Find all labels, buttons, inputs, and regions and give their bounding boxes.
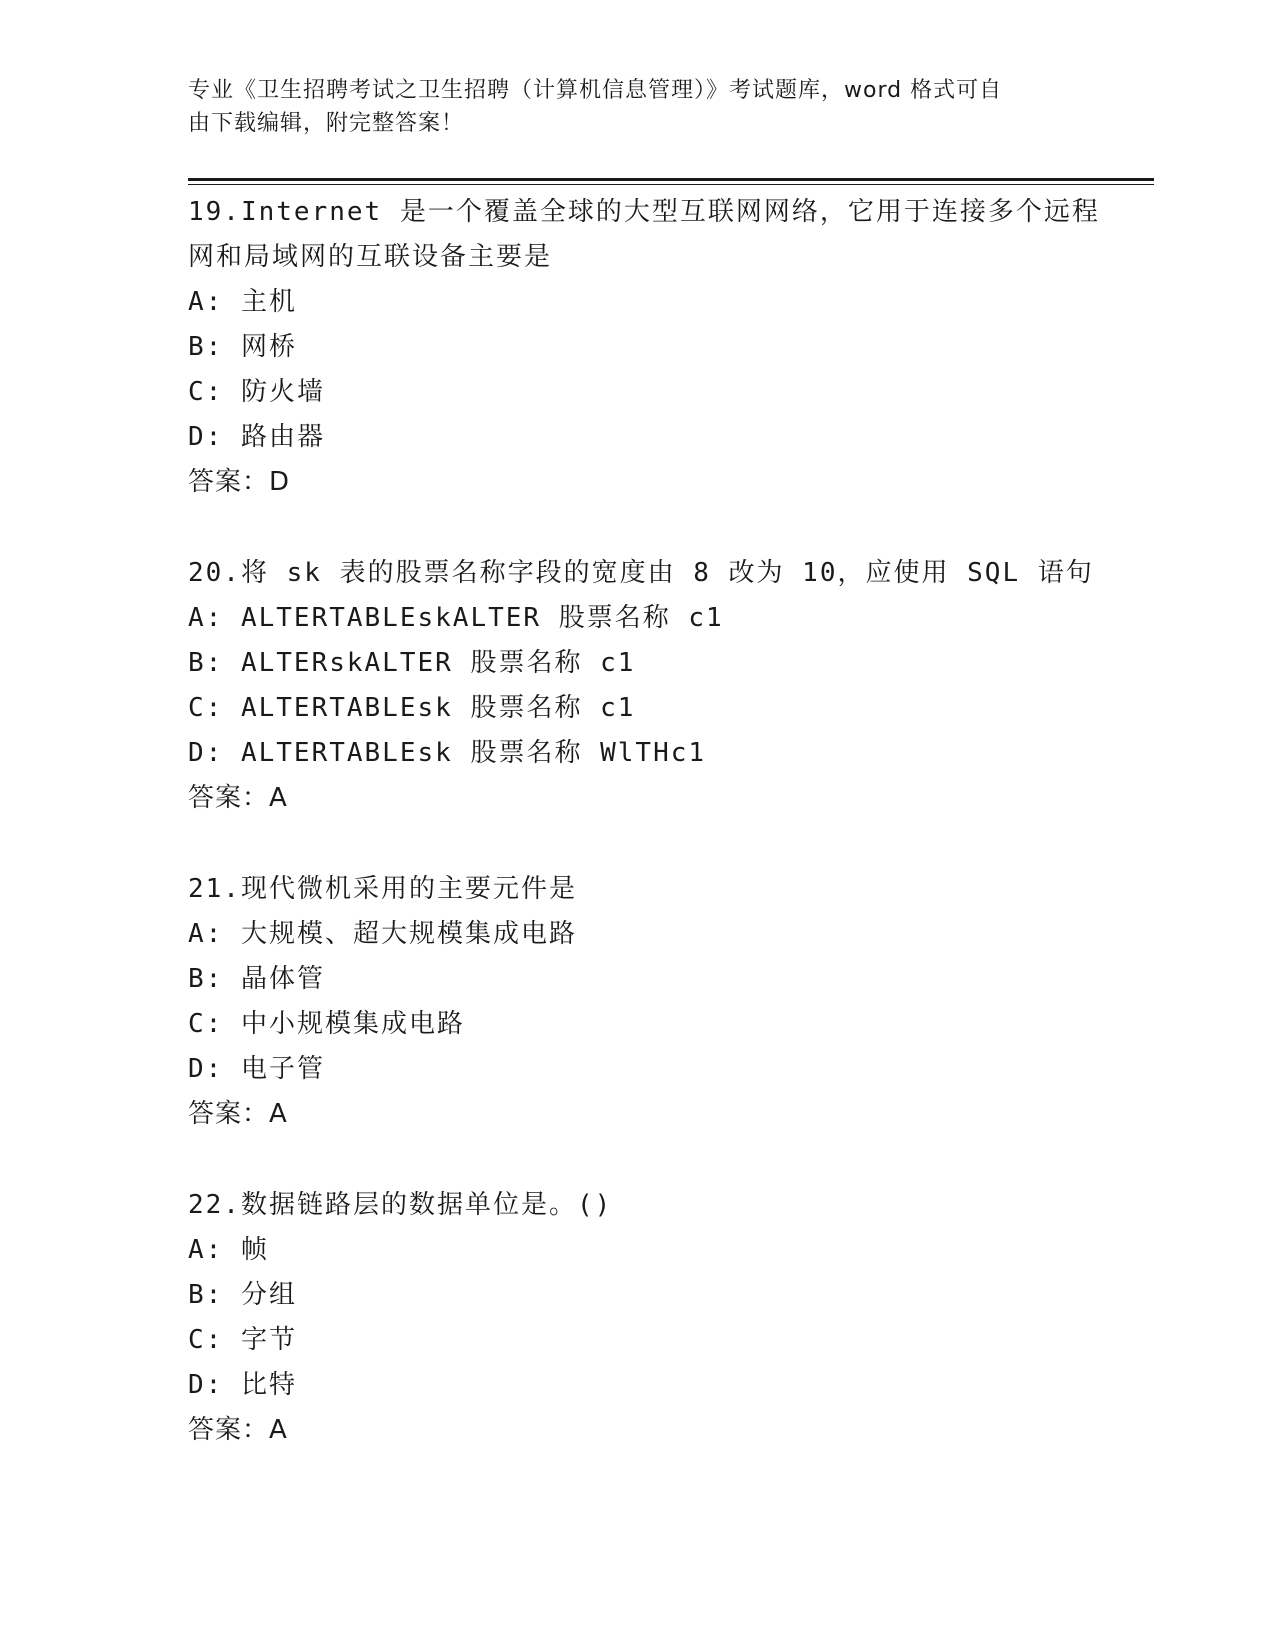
option-d: D: 路由器 xyxy=(188,422,325,452)
answer-line: 答案：D xyxy=(188,467,291,497)
header-line-2: 由下载编辑，附完整答案！ xyxy=(188,111,465,136)
question-21 xyxy=(188,867,1154,1137)
option-c: C: 字节 xyxy=(188,1325,297,1355)
option-a: A: 主机 xyxy=(188,287,297,317)
document-header xyxy=(188,74,1068,140)
question-list xyxy=(188,190,1154,1499)
header-rule-thick xyxy=(188,178,1154,181)
option-c: C: 中小规模集成电路 xyxy=(188,1009,465,1039)
question-20 xyxy=(188,551,1154,821)
option-c: C: 防火墙 xyxy=(188,377,325,407)
question-19 xyxy=(188,190,1154,505)
header-rule-thin xyxy=(188,184,1154,185)
option-b: B: 网桥 xyxy=(188,332,297,362)
answer-line: 答案：A xyxy=(188,1099,288,1129)
option-d: D: 比特 xyxy=(188,1370,297,1400)
answer-line: 答案：A xyxy=(188,1415,288,1445)
question-stem-line: 22.数据链路层的数据单位是。() xyxy=(188,1190,613,1220)
header-line-1: 专业《卫生招聘考试之卫生招聘（计算机信息管理）》考试题库，word 格式可自 xyxy=(188,78,1003,103)
question-stem-line: 网和局域网的互联设备主要是 xyxy=(188,242,553,272)
option-d: D: 电子管 xyxy=(188,1054,325,1084)
option-a: A: ALTERTABLEskALTER 股票名称 c1 xyxy=(188,603,724,633)
option-a: A: 帧 xyxy=(188,1235,269,1265)
option-b: B: 分组 xyxy=(188,1280,297,1310)
question-stem-line: 19.Internet 是一个覆盖全球的大型互联网网络，它用于连接多个远程 xyxy=(188,197,1100,227)
question-stem-line: 20.将 sk 表的股票名称字段的宽度由 8 改为 10，应使用 SQL 语句 xyxy=(188,558,1094,588)
option-b: B: 晶体管 xyxy=(188,964,325,994)
question-22 xyxy=(188,1183,1154,1453)
question-stem-line: 21.现代微机采用的主要元件是 xyxy=(188,874,577,904)
option-c: C: ALTERTABLEsk 股票名称 c1 xyxy=(188,693,636,723)
answer-line: 答案：A xyxy=(188,783,288,813)
option-b: B: ALTERskALTER 股票名称 c1 xyxy=(188,648,636,678)
option-d: D: ALTERTABLEsk 股票名称 WlTHc1 xyxy=(188,738,707,768)
option-a: A: 大规模、超大规模集成电路 xyxy=(188,919,577,949)
